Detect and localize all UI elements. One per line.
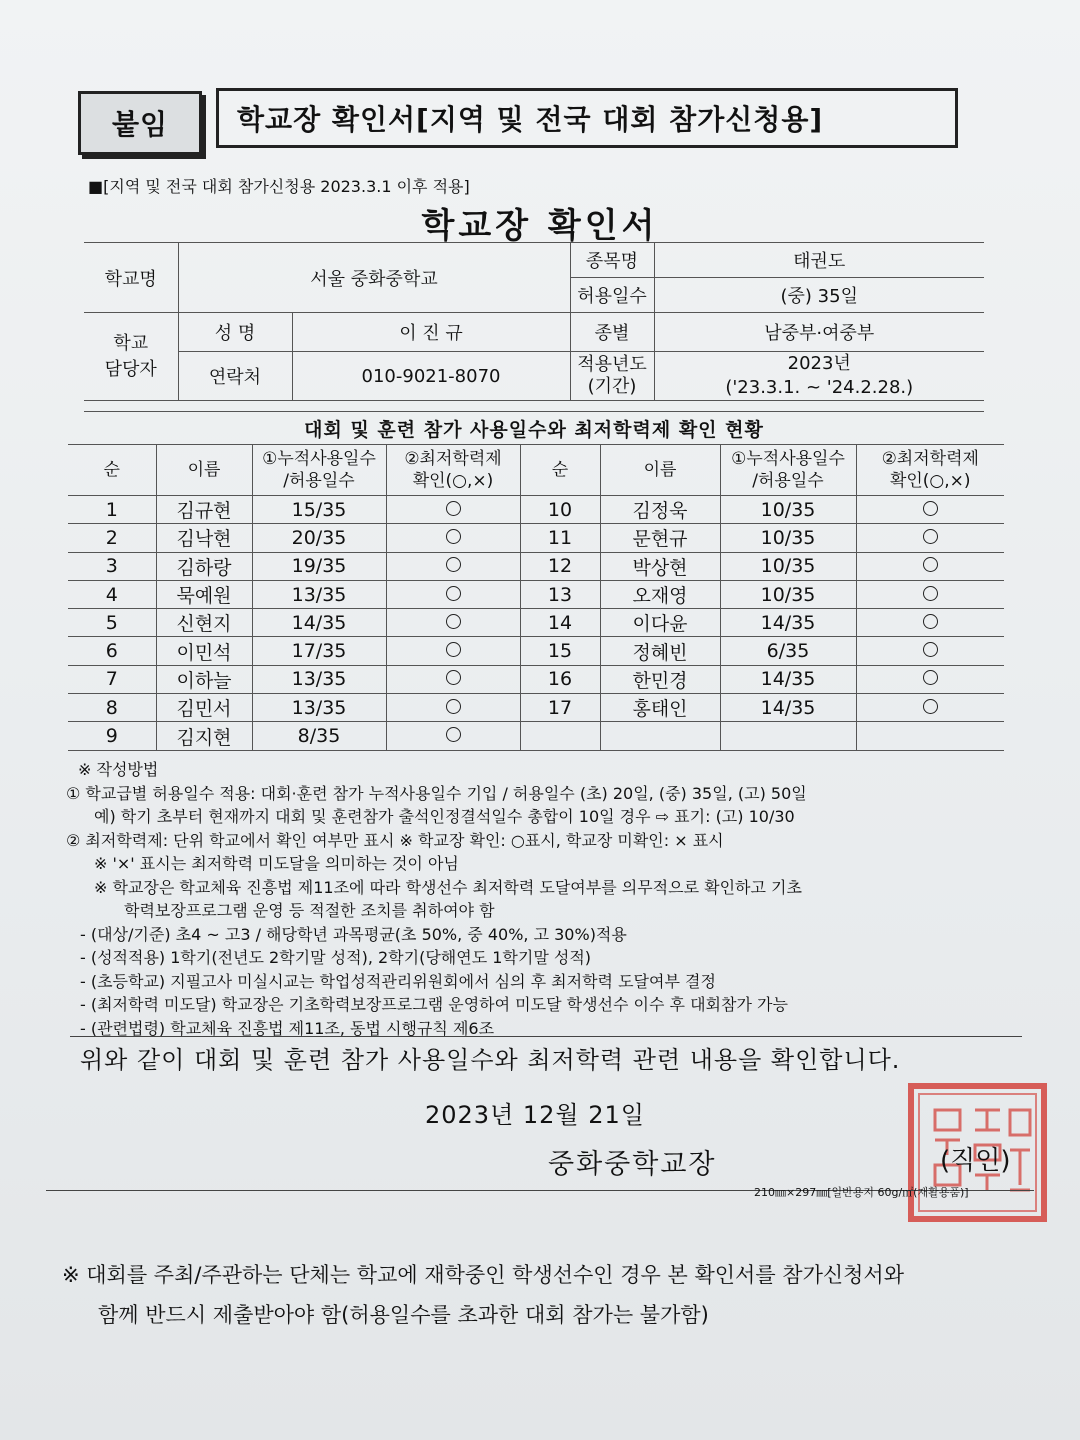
- col-check: ②최저학력제 확인(○,×): [856, 445, 1004, 496]
- row-days: 10/35: [720, 580, 856, 608]
- row-name: 오재영: [600, 580, 720, 608]
- row-days: 14/35: [720, 665, 856, 693]
- row-days: 6/35: [720, 637, 856, 665]
- row-name: 김정욱: [600, 496, 720, 524]
- row-name: 박상현: [600, 552, 720, 580]
- row-name: 문현규: [600, 524, 720, 552]
- table-row: [68, 524, 1004, 552]
- table-row: [68, 609, 1004, 637]
- row-check: [856, 552, 1004, 580]
- row-check: [856, 637, 1004, 665]
- row-no: 17: [520, 694, 600, 722]
- row-no: 1: [68, 496, 156, 524]
- row-no: 16: [520, 665, 600, 693]
- table-row: [68, 552, 1004, 580]
- empty-cell: [856, 722, 1004, 750]
- row-days: 15/35: [252, 496, 386, 524]
- row-days: 14/35: [720, 694, 856, 722]
- row-days: 14/35: [720, 609, 856, 637]
- year-label: 적용년도 (기간): [570, 352, 654, 401]
- row-check: [386, 694, 520, 722]
- table-row: [68, 637, 1004, 665]
- event-value: 태권도: [654, 243, 984, 278]
- row-check: [386, 637, 520, 665]
- col-days: ①누적사용일수 /허용일수: [252, 445, 386, 496]
- row-days: 20/35: [252, 524, 386, 552]
- check-circle-icon: [446, 642, 461, 657]
- row-no: 11: [520, 524, 600, 552]
- row-no: 5: [68, 609, 156, 637]
- footer-line: ※ 대회를 주최/주관하는 단체는 학교에 재학중인 학생선수인 경우 본 확인서를 참가신청서와: [62, 1263, 905, 1287]
- check-circle-icon: [923, 586, 938, 601]
- row-no: 14: [520, 609, 600, 637]
- row-check: [386, 722, 520, 750]
- check-circle-icon: [446, 727, 461, 742]
- check-circle-icon: [923, 642, 938, 657]
- seal-mark-text: (직인): [940, 1146, 1011, 1176]
- row-days: 13/35: [252, 665, 386, 693]
- check-circle-icon: [446, 557, 461, 572]
- method-line: - (대상/기준) 초4 ~ 고3 / 해당학년 과목평균(초 50%, 중 40%, 고 30%)적용: [80, 924, 627, 944]
- row-name: 김하랑: [156, 552, 252, 580]
- table-row: [68, 580, 1004, 608]
- check-circle-icon: [446, 501, 461, 516]
- attachment-badge: 붙임: [78, 91, 202, 155]
- row-no: 6: [68, 637, 156, 665]
- student-table: [68, 444, 1004, 751]
- row-name: 정혜빈: [600, 637, 720, 665]
- row-check: [386, 552, 520, 580]
- method-line: - (성적적용) 1학기(전년도 2학기말 성적), 2학기(당해연도 1학기말 성적): [80, 948, 592, 967]
- period-text: ('23.3.1. ~ '24.2.28.): [725, 377, 914, 398]
- row-name: 한민경: [600, 665, 720, 693]
- row-no: 12: [520, 552, 600, 580]
- confirmation-text: 위와 같이 대회 및 훈련 참가 사용일수와 최저학력 관련 내용을 확인합니다.: [80, 1046, 901, 1074]
- document-title: 학교장 확인서: [421, 206, 659, 246]
- row-check: [856, 524, 1004, 552]
- col-name: 이름: [600, 445, 720, 496]
- issue-date: 2023년 12월 21일: [425, 1101, 645, 1129]
- row-check: [386, 609, 520, 637]
- method-line: - (관련법령) 학교체육 진흥법 제11조, 동법 시행규칙 제6조: [80, 1018, 495, 1038]
- check-circle-icon: [446, 670, 461, 685]
- row-no: 4: [68, 580, 156, 608]
- row-days: 17/35: [252, 637, 386, 665]
- row-no: 8: [68, 694, 156, 722]
- table-row: [68, 496, 1004, 524]
- row-check: [856, 609, 1004, 637]
- method-line: 학력보장프로그램 운영 등 적절한 조치를 취하여야 함: [124, 901, 495, 920]
- method-line: - (최저학력 미도달) 학교장은 기초학력보장프로그램 운영하여 미도달 학생선수 이수 후 대회참가 가능: [80, 995, 788, 1014]
- row-days: 14/35: [252, 609, 386, 637]
- event-label: 종목명: [570, 243, 654, 278]
- empty-cell: [600, 722, 720, 750]
- row-name: 김민서: [156, 694, 252, 722]
- row-check: [386, 580, 520, 608]
- header-title: 학교장 확인서[지역 및 전국 대회 참가신청용]: [216, 88, 958, 148]
- row-no: 7: [68, 665, 156, 693]
- row-no: 10: [520, 496, 600, 524]
- method-line: ① 학교급별 허용일수 적용: 대회·훈련 참가 누적사용일수 기입 / 허용일수 (초) 20일, (중) 35일, (고) 50일: [66, 783, 807, 803]
- table-row: [68, 722, 1004, 750]
- method-line: ② 최저학력제: 단위 학교에서 확인 여부만 표시 ※ 학교장 확인: ○표시, 학교장 미확인: × 표시: [66, 830, 724, 850]
- table-row: [68, 694, 1004, 722]
- check-circle-icon: [446, 529, 461, 544]
- method-line: ※ 학교장은 학교체육 진흥법 제11조에 따라 학생선수 최저학력 도달여부를 의무적으로 확인하고 기초: [94, 877, 802, 897]
- row-no: 13: [520, 580, 600, 608]
- footer-line: 함께 반드시 제출받아야 함(허용일수를 초과한 대회 참가는 불가함): [98, 1303, 709, 1327]
- row-name: 이하늘: [156, 665, 252, 693]
- allowed-value: (중) 35일: [654, 278, 984, 313]
- divider: [70, 1036, 1022, 1037]
- row-days: 10/35: [720, 524, 856, 552]
- row-no: 2: [68, 524, 156, 552]
- empty-cell: [720, 722, 856, 750]
- principal-title: 중화중학교장: [548, 1149, 717, 1180]
- category-value: 남중부·여중부: [654, 313, 984, 352]
- method-title: ※ 작성방법: [78, 760, 159, 779]
- row-no: 3: [68, 552, 156, 580]
- check-circle-icon: [446, 699, 461, 714]
- row-name: 홍태인: [600, 694, 720, 722]
- row-no: 15: [520, 637, 600, 665]
- check-circle-icon: [923, 670, 938, 685]
- category-label: 종별: [570, 313, 654, 352]
- row-no: 9: [68, 722, 156, 750]
- row-days: 10/35: [720, 552, 856, 580]
- check-circle-icon: [923, 614, 938, 629]
- contact-label: 연락처: [178, 352, 292, 401]
- row-days: 13/35: [252, 580, 386, 608]
- row-check: [386, 496, 520, 524]
- contact-value: 010-9021-8070: [292, 352, 570, 401]
- manager-label: 학교 담당자: [84, 313, 178, 401]
- row-name: 김지현: [156, 722, 252, 750]
- writing-instructions: [66, 758, 1026, 1040]
- col-no: 순: [520, 445, 600, 496]
- check-circle-icon: [923, 501, 938, 516]
- row-name: 신현지: [156, 609, 252, 637]
- list-caption: 대회 및 훈련 참가 사용일수와 최저학력제 확인 현황: [84, 411, 984, 442]
- row-check: [856, 496, 1004, 524]
- row-days: 19/35: [252, 552, 386, 580]
- name-label: 성 명: [178, 313, 292, 352]
- row-days: 10/35: [720, 496, 856, 524]
- method-line: - (초등학교) 지필고사 미실시교는 학업성적관리위원회에서 심의 후 최저학력 도달여부 결정: [80, 971, 716, 991]
- table-row: [68, 665, 1004, 693]
- method-line: 예) 학기 초부터 현재까지 대회 및 훈련참가 출석인정결석일수 총합이 10일 경우 ⇨ 표기: (고) 10/30: [94, 807, 795, 826]
- method-line: ※ '×' 표시는 최저학력 미도달을 의미하는 것이 아님: [94, 854, 459, 873]
- row-name: 김규현: [156, 496, 252, 524]
- applicability-note: ■[지역 및 전국 대회 참가신청용 2023.3.1 이후 적용]: [88, 177, 470, 196]
- row-check: [386, 665, 520, 693]
- row-check: [856, 694, 1004, 722]
- row-days: 8/35: [252, 722, 386, 750]
- col-check: ②최저학력제 확인(○,×): [386, 445, 520, 496]
- school-name: 서울 중화중학교: [178, 243, 570, 313]
- row-name: 김낙현: [156, 524, 252, 552]
- col-days: ①누적사용일수 /허용일수: [720, 445, 856, 496]
- footer-note: [62, 1255, 904, 1335]
- row-days: 13/35: [252, 694, 386, 722]
- info-table: [84, 242, 984, 401]
- empty-cell: [520, 722, 600, 750]
- check-circle-icon: [446, 614, 461, 629]
- paper-spec: 210㎜×297㎜[일반용지 60g/㎡(재활용품)]: [754, 1186, 969, 1199]
- row-check: [856, 665, 1004, 693]
- year-text: 2023년: [787, 353, 851, 374]
- name-value: 이 진 규: [292, 313, 570, 352]
- row-name: 묵예원: [156, 580, 252, 608]
- check-circle-icon: [923, 529, 938, 544]
- col-no: 순: [68, 445, 156, 496]
- row-check: [386, 524, 520, 552]
- check-circle-icon: [923, 699, 938, 714]
- allowed-label: 허용일수: [570, 278, 654, 313]
- row-check: [856, 580, 1004, 608]
- check-circle-icon: [923, 557, 938, 572]
- year-value: [654, 352, 984, 401]
- row-name: 이민석: [156, 637, 252, 665]
- check-circle-icon: [446, 586, 461, 601]
- col-name: 이름: [156, 445, 252, 496]
- school-label: 학교명: [84, 243, 178, 313]
- row-name: 이다윤: [600, 609, 720, 637]
